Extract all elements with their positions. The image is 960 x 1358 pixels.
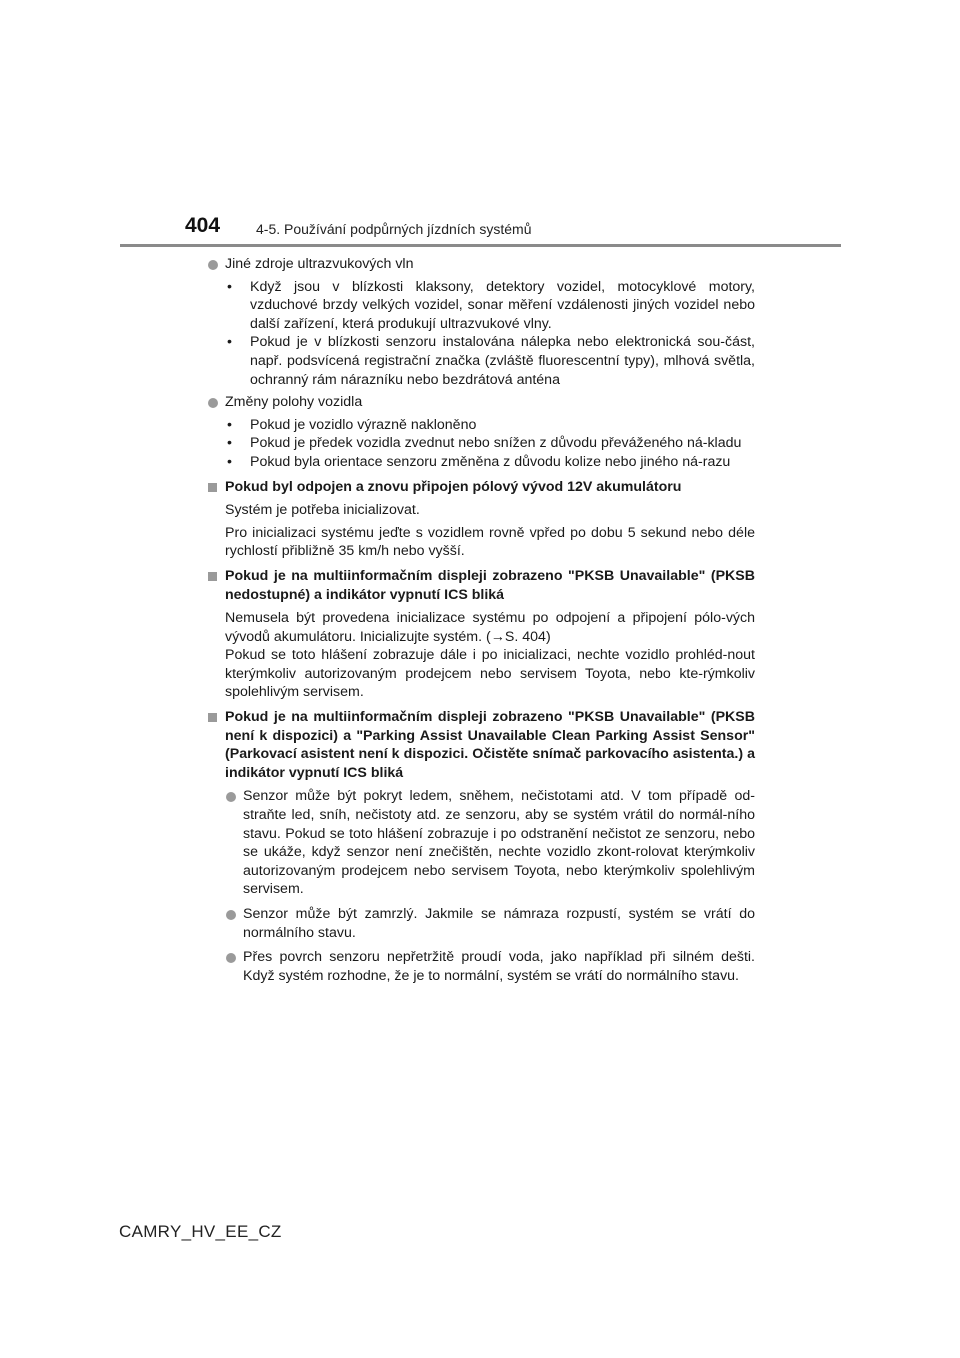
section-sensor-clean xyxy=(207,708,755,782)
dot-bullet-icon: • xyxy=(227,334,232,351)
sub-item-text: Pokud je v blízkosti senzoru instalována nálepka nebo elektronická sou-část, např. podsvícená registrační značka (zvláště fluorescentní typy), mlhová světla, ochranný rám nárazníku nebo bezdrátová anténa xyxy=(250,334,755,388)
page-content xyxy=(207,255,755,991)
section-heading: Pokud byl odpojen a znovu připojen pólový vývod 12V akumulátoru xyxy=(225,478,682,495)
section-pksb-unavailable xyxy=(207,567,755,604)
circle-bullet-icon xyxy=(226,792,236,802)
sub-item xyxy=(225,453,755,472)
list-item-text: Senzor může být pokryt ledem, sněhem, nečistotami atd. V tom případě od-straňte led, sníh, nečistoty atd. ze senzoru, aby se systém vrátil do normál-ního stavu. Pokud se toto hlášení zobrazuje i po odstranění nečistot ze senzoru, nebo se ukáže, když senzor není znečištěn, nechte vozidlo zkont-rolovat kterýmkoliv autorizovaným prodejcem nebo servisem Toyota, nebo kterýmkoliv spolehlivým servisem. xyxy=(243,788,755,898)
page-number: 404 xyxy=(185,214,221,237)
paragraph: Systém je potřeba inicializovat. xyxy=(225,502,420,519)
dot-bullet-icon: • xyxy=(227,416,232,433)
sub-item-text: Pokud je vozidlo výrazně nakloněno xyxy=(250,416,477,433)
list-item xyxy=(207,948,755,985)
list-item-title: Změny polohy vozidla xyxy=(225,394,363,411)
circle-bullet-icon xyxy=(226,953,236,963)
list-item xyxy=(207,905,755,942)
square-bullet-icon xyxy=(208,713,217,722)
sub-list-ultrasonic xyxy=(207,278,755,390)
paragraph-text: Nemusela být provedena inicializace systému po odpojení a připojení pólo-vých vývodů akumulátoru. Inicializujte systém. ( xyxy=(225,610,755,645)
document-code: CAMRY_HV_EE_CZ xyxy=(119,1222,282,1241)
sub-item-text: Pokud je předek vozidla zvednut nebo snížen z důvodu převáženého ná-kladu xyxy=(250,435,742,452)
sub-item xyxy=(225,434,755,453)
list-item-vehicle-position xyxy=(207,393,755,412)
paragraph xyxy=(207,609,755,646)
sub-item-text: Když jsou v blízkosti klaksony, detektory vozidel, motocyklové motory, vzduchové brzdy velkých vozidel, sonar měření vzdálenosti jiných vozidel nebo další zařízení, která produkují ultrazvukové vlny. xyxy=(250,278,755,332)
section-title: 4-5. Používání podpůrných jízdních systémů xyxy=(256,221,532,237)
circle-bullet-icon xyxy=(208,398,218,408)
dot-bullet-icon: • xyxy=(227,453,232,470)
circle-bullet-icon xyxy=(226,910,236,920)
list-item-text: Senzor může být zamrzlý. Jakmile se námraza rozpustí, systém se vrátí do normálního stavu. xyxy=(243,906,755,941)
header-divider xyxy=(120,244,841,247)
sub-item xyxy=(225,278,755,334)
section-heading: Pokud je na multiinformačním displeji zobrazeno "PKSB Unavailable" (PKSB není k dispozici) a "Parking Assist Unavailable Clean Parking Assist Sensor" (Parkovací asistent není k dispozici. Očistěte snímač parkovacího asistenta.) a indikátor vypnutí ICS bliká xyxy=(225,709,755,781)
sub-list-position xyxy=(207,416,755,472)
paragraph: Pro inicializaci systému jeďte s vozidlem rovně vpřed po dobu 5 sekund nebo déle rychlostí přibližně 35 km/h nebo vyšší. xyxy=(225,524,755,560)
sub-item xyxy=(225,416,755,435)
circle-bullet-icon xyxy=(208,260,218,270)
sub-item xyxy=(225,333,755,389)
square-bullet-icon xyxy=(208,572,217,581)
list-item-title: Jiné zdroje ultrazvukových vln xyxy=(225,256,414,272)
list-item-ultrasonic-sources xyxy=(207,255,755,274)
list-item-text: Přes povrch senzoru nepřetržitě proudí voda, jako například při silném dešti. Když systém rozhodne, že je to normální, systém se vrátí do normálního stavu. xyxy=(243,949,755,984)
list-item xyxy=(207,787,755,899)
section-battery-reconnect xyxy=(207,478,755,497)
paragraph: Pokud se toto hlášení zobrazuje dále i po inicializaci, nechte vozidlo prohléd-nout kterýmkoliv autorizovaným prodejcem nebo servisem Toyota, nebo kte-rýmkoliv spolehlivým servisem. xyxy=(225,647,755,701)
section-heading: Pokud je na multiinformačním displeji zobrazeno "PKSB Unavailable" (PKSB nedostupné) a indikátor vypnutí ICS bliká xyxy=(225,567,755,603)
sub-item-text: Pokud byla orientace senzoru změněna z důvodu kolize nebo jiného ná-razu xyxy=(250,453,731,470)
page-reference-link[interactable]: →S. 404) xyxy=(490,628,551,645)
dot-bullet-icon: • xyxy=(227,278,232,295)
dot-bullet-icon: • xyxy=(227,435,232,452)
square-bullet-icon xyxy=(208,483,217,492)
